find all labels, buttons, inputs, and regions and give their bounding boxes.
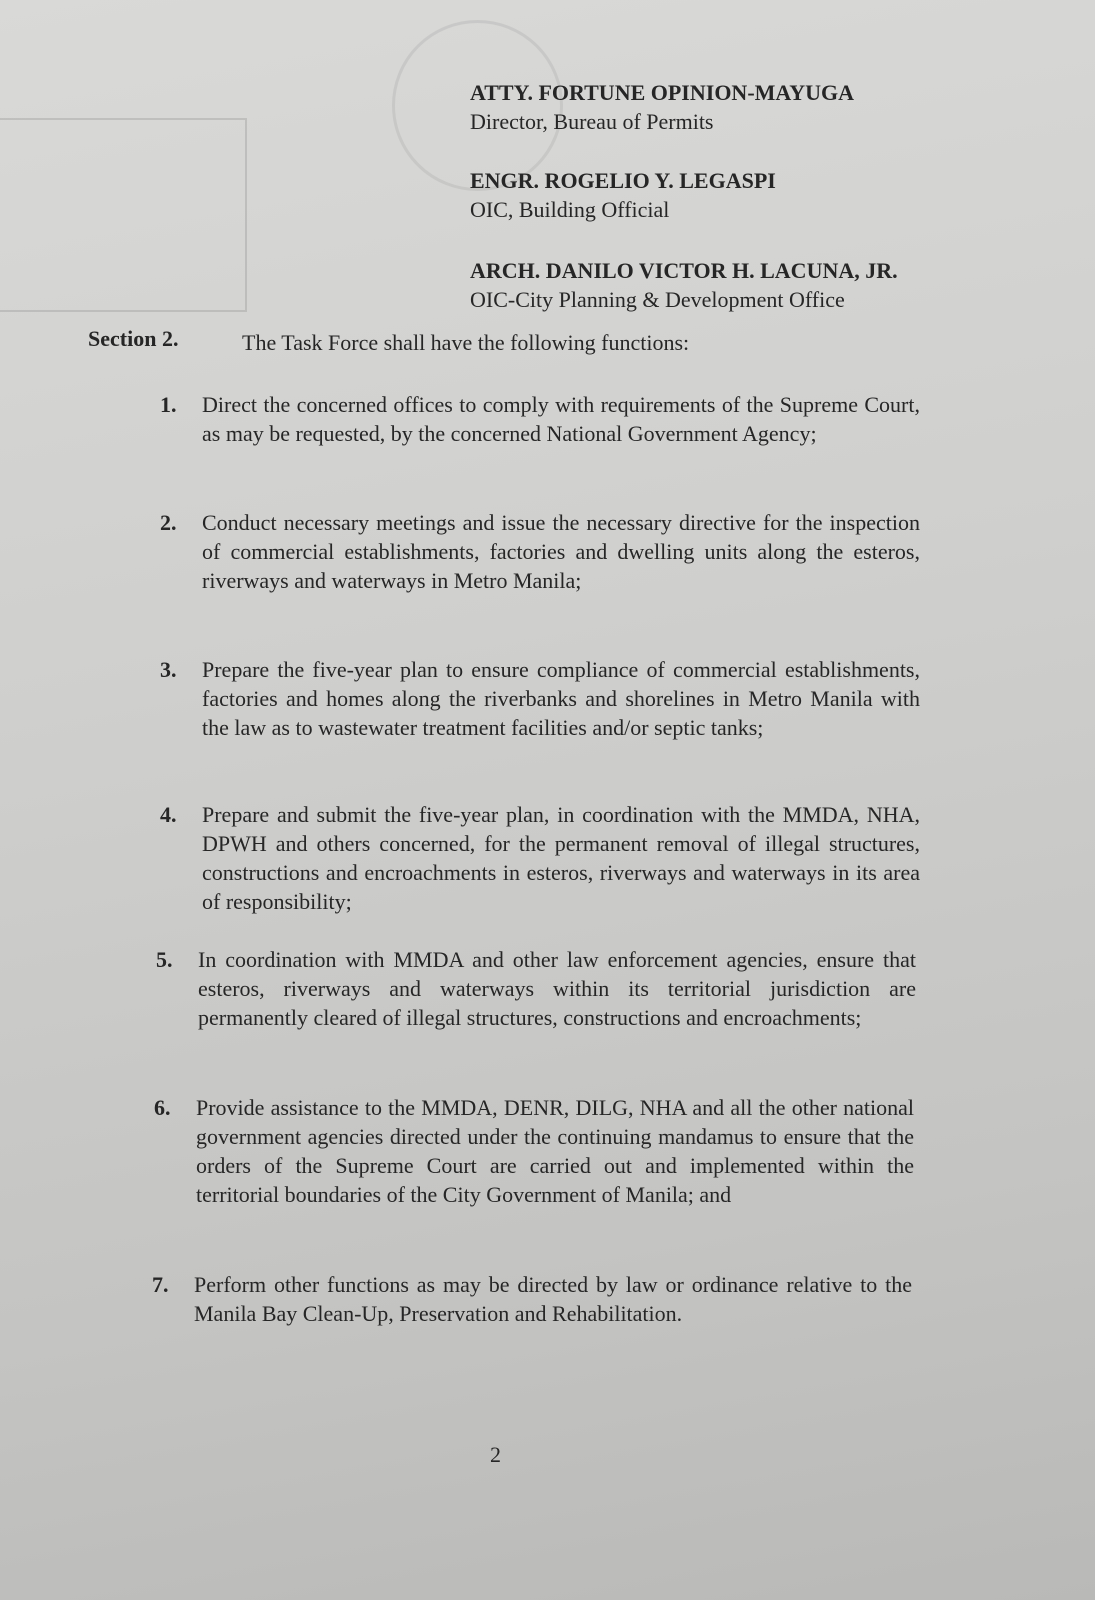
item-text: Prepare and submit the five-year plan, in coordination with the MMDA, NHA, DPWH and others concerned, for the permanent removal of illegal structures, constructions and encroachments in esteros, riverways and waterways in its area of responsibility; bbox=[202, 802, 920, 914]
item-text: In coordination with MMDA and other law enforcement agencies, ensure that esteros, riverways and waterways within its territorial jurisdiction are permanently cleared of illegal structures, constructions and encroachments; bbox=[198, 947, 916, 1030]
item-number: 6. bbox=[154, 1095, 171, 1120]
signatory-name: ATTY. FORTUNE OPINION-MAYUGA bbox=[470, 80, 855, 105]
faded-stamp bbox=[0, 118, 247, 312]
item-text: Conduct necessary meetings and issue the necessary directive for the inspection of commercial establishments, factories and dwelling units along the esteros, riverways and waterways in Metro Manila; bbox=[202, 510, 920, 593]
signatory-title: Director, Bureau of Permits bbox=[470, 109, 714, 134]
list-item bbox=[156, 945, 916, 1032]
item-number: 4. bbox=[160, 802, 177, 827]
item-number: 5. bbox=[156, 947, 173, 972]
signatory bbox=[470, 166, 776, 224]
section-intro: The Task Force shall have the following functions: bbox=[242, 330, 690, 355]
page-number: 2 bbox=[490, 1442, 501, 1467]
signatory-name: ARCH. DANILO VICTOR H. LACUNA, JR. bbox=[470, 258, 898, 283]
item-number: 3. bbox=[160, 657, 177, 682]
item-text: Perform other functions as may be directed by law or ordinance relative to the Manila Bay Clean-Up, Preservation and Rehabilitation. bbox=[194, 1272, 912, 1326]
signatory-name: ENGR. ROGELIO Y. LEGASPI bbox=[470, 168, 776, 193]
list-item bbox=[154, 1093, 914, 1209]
signatory bbox=[470, 256, 898, 314]
item-text: Provide assistance to the MMDA, DENR, DILG, NHA and all the other national government agencies directed under the continuing mandamus to ensure that the orders of the Supreme Court are carried out and implemented within the territorial boundaries of the City Government of Manila; and bbox=[196, 1095, 914, 1207]
signatory-title: OIC, Building Official bbox=[470, 197, 670, 222]
list-item bbox=[160, 800, 920, 916]
item-text: Direct the concerned offices to comply with requirements of the Supreme Court, as may be requested, by the concerned National Government Agency; bbox=[202, 392, 920, 446]
section-label: Section 2. bbox=[88, 326, 179, 351]
list-item bbox=[160, 508, 920, 595]
item-number: 1. bbox=[160, 392, 177, 417]
signatory bbox=[470, 78, 854, 136]
list-item bbox=[160, 390, 920, 448]
item-text: Prepare the five-year plan to ensure compliance of commercial establishments, factories and homes along the riverbanks and shorelines in Metro Manila with the law as to wastewater treatment facilities and/or septic tanks; bbox=[202, 657, 920, 740]
list-item bbox=[160, 655, 920, 742]
item-number: 2. bbox=[160, 510, 177, 535]
item-number: 7. bbox=[152, 1272, 169, 1297]
signatory-title: OIC-City Planning & Development Office bbox=[470, 287, 845, 312]
list-item bbox=[152, 1270, 912, 1328]
